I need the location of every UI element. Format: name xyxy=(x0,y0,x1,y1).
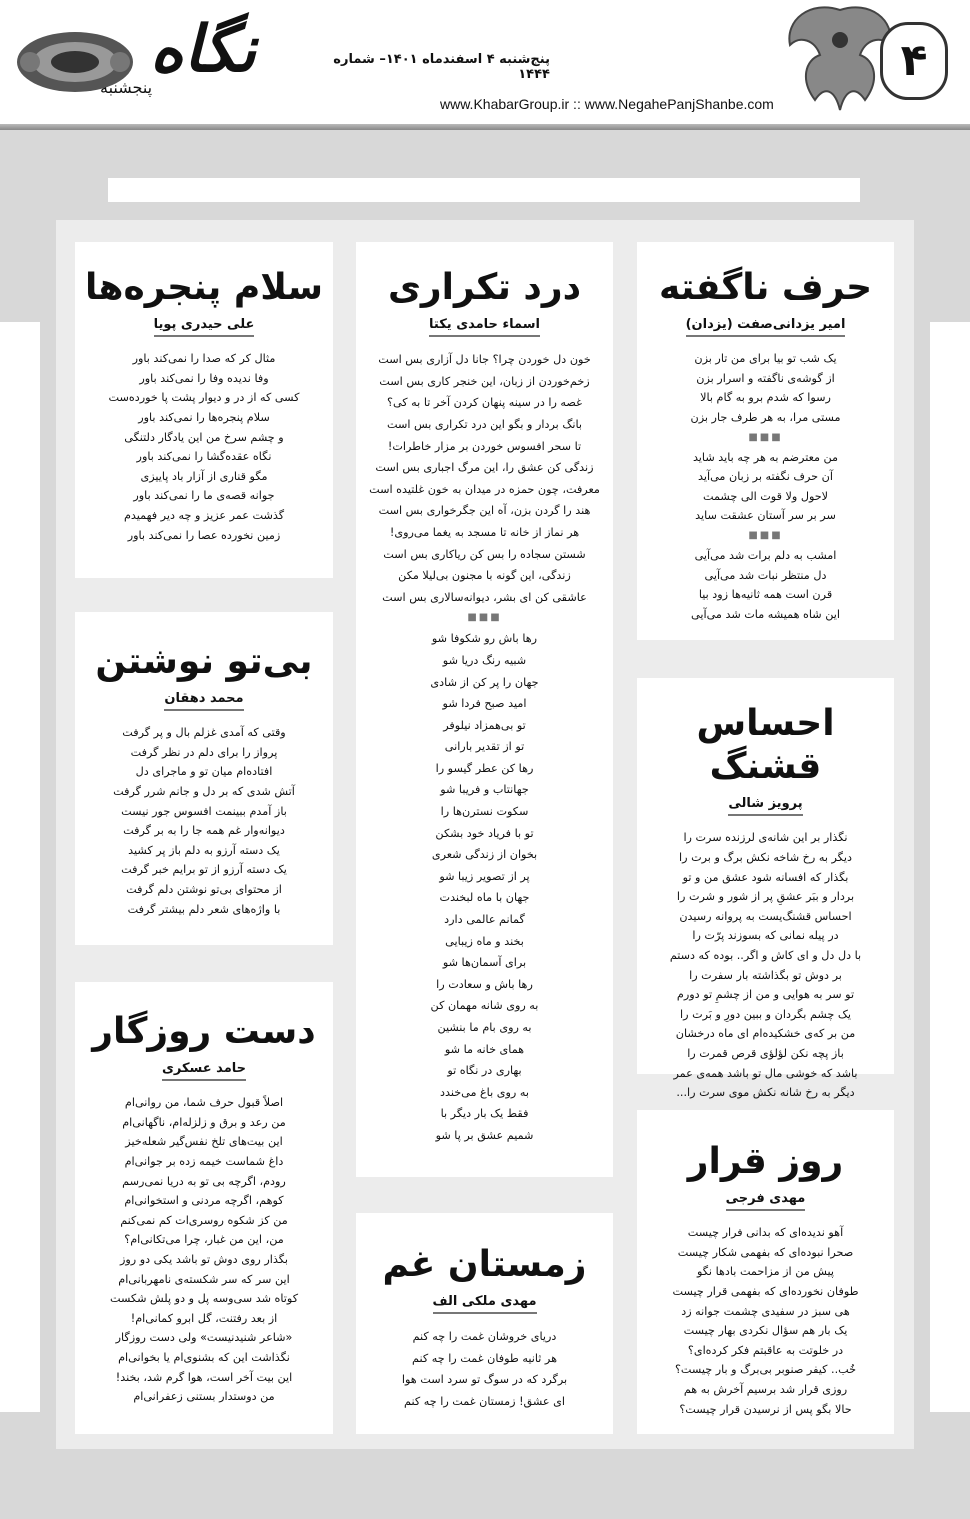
poem-line: تو سر به هوایی و من از چشمِ تو دورم xyxy=(676,988,855,1002)
poem-box xyxy=(356,242,613,1177)
poem-line: من کز شکوه روسری‌ات کم نمی‌کنم xyxy=(120,1213,288,1227)
poem-line: زمین نخورده عصا را نمی‌کند باور xyxy=(127,528,281,542)
poem-line: شمیم عشق بر پا شو xyxy=(435,1128,534,1142)
left-margin-strip xyxy=(0,322,40,1412)
poem-title: دست روزگار xyxy=(92,1011,316,1052)
poem-box xyxy=(637,678,894,1100)
poem-line: هر ثانیه طوفان غمت را چه کنم xyxy=(412,1351,557,1365)
poem-title: روز قرار xyxy=(687,1141,844,1182)
poem-line: نگذار بر این شانه‌ی لرزنده سرت را xyxy=(683,831,848,845)
poem-line: بانگ بردار و بگو این درد تکراری بس است xyxy=(386,417,583,431)
poem-line: رها باش رو شکوفا شو xyxy=(431,632,538,646)
newspaper-logo xyxy=(10,8,280,120)
stanza-separator: ■■■ xyxy=(748,431,783,443)
poem-line: خون دل خوردن چرا؟ جانا دل آزاری بس است xyxy=(378,353,591,367)
poem-line: هند را گردن بزن، آه این جگرخواری بس است xyxy=(378,504,591,518)
poem-title: درد تکراری xyxy=(387,267,582,308)
poem-line: برگرد که در سوگ تو سرد است هوا xyxy=(401,1373,568,1387)
poem-line: بخند و ماه زیبایی xyxy=(445,934,524,948)
poem-line: صحرا نبوده‌ای که بفهمی شکار چیست xyxy=(677,1245,854,1259)
poem-line: معرفت، چون حمزه در میدان به خون غلتیده است xyxy=(369,482,600,496)
poem-line: نگذاشت این که بشنوی‌ام یا بخوانی‌ام xyxy=(118,1350,290,1364)
poem-line: دیوانه‌وار غم همه جا را به بر گرفت xyxy=(123,824,285,838)
poem-line: دل منتظر نبات شد می‌آیی xyxy=(704,568,827,582)
poem-line: غصه را در سینه پنهان کردن آخر تا به کی؟ xyxy=(387,396,582,410)
poem-line: جوانه قصه‌ی ما را نمی‌کند باور xyxy=(133,489,275,503)
poem-line: تو از تقدیر بارانی xyxy=(444,740,525,754)
poem-text xyxy=(75,723,333,919)
poem-line: باشد که خوشی مال تو باشد همه‌ی عمر xyxy=(673,1066,858,1080)
poem-line: یک شب تو بیا برای من تار بزن xyxy=(694,352,837,366)
poem-line: رودم، اگرچه بی تو به دریا نمی‌رسم xyxy=(122,1174,286,1188)
poem-line: زخم‌خوردن از زبان، این خنجر کاری بس است xyxy=(379,374,590,388)
poem-line: آن حرف نگفته بر زبان می‌آید xyxy=(698,470,833,484)
poem-line: حالا بگو پس از نرسیدن قرار چیست؟ xyxy=(679,1402,852,1416)
poem-line: باز آمدم ببینمت افسوس جور نیست xyxy=(121,804,287,818)
poem-line: با دل دل و ای کاش و اگر.. بوده که دستم xyxy=(669,948,862,962)
poem-line: من دوستدار بستنی زعفرانی‌ام xyxy=(133,1390,275,1404)
poem-line: احساس قشنگ‌یست به پروانه رسیدن xyxy=(679,909,852,923)
poem-line: طوفان نخورده‌ای که بفهمی قرار چیست xyxy=(672,1284,859,1298)
poem-author: پرویز شالی xyxy=(728,796,802,816)
poem-line: رسوا که شدم برو به گام بالا xyxy=(700,391,831,405)
poem-line: ای عشق! زمستان غمت را چه کنم xyxy=(404,1394,565,1408)
poem-line: بخوان از زندگی شعری xyxy=(431,848,538,862)
poem-line: سلام پنجره‌ها را نمی‌کند باور xyxy=(138,410,270,424)
poem-line: جهان را پر کن از شادی xyxy=(430,675,539,689)
poem-line: یک بار هم سؤال نکردی بهار چیست xyxy=(683,1324,848,1338)
poem-line: مستی مرا، به هر طرف جار بزن xyxy=(690,410,841,424)
poem-line: شبیه رنگ دریا شو xyxy=(442,653,527,667)
poem-text xyxy=(637,349,894,624)
poem-line: جهان با ماه لبخندت xyxy=(439,891,530,905)
poem-line: شستن سجاده را بس کن ریاکاری بس است xyxy=(383,547,586,561)
poem-author: علی حیدری پویا xyxy=(154,317,255,337)
poem-line: من، این من غبار، چرا می‌تکانی‌ام؟ xyxy=(124,1233,284,1247)
poem-line: گمانم عالمی دارد xyxy=(444,913,525,927)
right-margin-strip xyxy=(930,322,970,1412)
poem-line: سکوت نسترن‌ها را xyxy=(440,805,529,819)
logo-title: نگاه xyxy=(150,12,257,87)
poem-title: حرف ناگفته xyxy=(658,267,873,308)
logo-subtitle: پنجشنبه xyxy=(100,78,153,97)
poem-line: بردار و ببَر عشقِ پر از شور و شرت را xyxy=(676,890,855,904)
poem-line: نگاه عقده‌گشا را نمی‌کند باور xyxy=(136,450,272,464)
poem-line: بهاری در نگاه تو xyxy=(447,1064,522,1078)
poem-author: حامد عسکری xyxy=(162,1061,246,1081)
poem-line: امشب به دلم برات شد می‌آیی xyxy=(694,548,837,562)
ornament-icon xyxy=(10,14,140,114)
poem-author: مهدی فرجی xyxy=(726,1191,806,1211)
poem-line: به روی باغ می‌خندد xyxy=(439,1085,529,1099)
poem-text xyxy=(356,1326,613,1412)
poem-line: من رعد و برق و زلزله‌ام، ناگهانی‌ام xyxy=(122,1115,286,1129)
poem-line: پرواز را برای دلم در نظر گرفت xyxy=(130,745,278,759)
poem-line: لاحول ولا قوت الی چشمت xyxy=(702,489,829,503)
poem-line: تا سحر افسوس خوردن بر مزار خاطرات! xyxy=(387,439,582,453)
poem-line: جهانتاب و فریبا شو xyxy=(440,783,529,797)
poem-line: بگذار که افسانه شود عشق من و تو xyxy=(682,870,849,884)
poem-line: تو بی‌همزاد نیلوفر xyxy=(443,718,526,732)
poem-text xyxy=(637,828,894,1102)
page-header xyxy=(0,0,970,128)
poem-line: به روی بام ما بنشین xyxy=(437,1021,532,1034)
poem-author: اسماء حامدی یکتا xyxy=(429,317,540,337)
poem-text xyxy=(356,349,613,1146)
poem-line: این بیت‌های تلخ نفس‌گیر شعله‌خیز xyxy=(125,1135,283,1149)
poem-line: برای آسمان‌ها شو xyxy=(442,956,527,970)
poem-line: آهو ندیده‌ای که بدانی فرار چیست xyxy=(687,1226,844,1240)
poem-line: در خلوتت به عاقبتم فکر کرده‌ای؟ xyxy=(687,1343,844,1357)
poem-line: یک دسته آرزو از تو برایم خبر گرفت xyxy=(121,863,287,877)
poem-box xyxy=(637,242,894,640)
poem-line: افتاده‌ام میان تو و ماجرای دل xyxy=(135,765,273,779)
poem-line: یک دسته آرزو به دلم باز پر کشید xyxy=(128,843,280,857)
poem-line: اصلاً قبول حرف شما، من روانی‌ام xyxy=(124,1096,284,1110)
poem-line: آتش شدی که بر دل و جانم شرر گرفت xyxy=(113,784,295,798)
poem-title: بی‌تو نوشتن xyxy=(95,641,313,682)
poem-line: این شاه همیشه مات شد می‌آیی xyxy=(691,607,840,621)
poem-line: رها کن عطر گیسو را xyxy=(435,761,534,775)
poem-author: مهدی ملکی الف xyxy=(433,1294,537,1314)
poem-line: پر از تصویر زیبا شو xyxy=(439,869,530,883)
poem-line: پیش من از مزاحمت بادها نگو xyxy=(696,1265,835,1279)
poem-box xyxy=(75,242,333,578)
page-number: ۴ xyxy=(880,22,948,100)
poem-line: یک چشم بگردان و ببین دورِ و بَرت را xyxy=(680,1007,851,1021)
poem-line: این بیت آخر است، هوا گرم شد، بخند! xyxy=(115,1370,293,1384)
poem-line: فقط یک بار دیگر با xyxy=(440,1107,529,1121)
poem-line: داغ شماست خیمه زده بر جوانی‌ام xyxy=(124,1154,284,1168)
poem-line: هر نماز از خانه تا مسجد به یغما می‌روی! xyxy=(389,525,580,539)
poem-line: با واژه‌های شعر دلم بیشتر گرفت xyxy=(127,902,281,916)
poem-line: بگذار روی دوش تو باشد یکی دو روز xyxy=(119,1252,289,1266)
poem-line: روزی قرار شد برسیم آخرش به هم xyxy=(683,1382,848,1396)
poem-line: دیگر به رخ شانه نکش موی سرت را... xyxy=(676,1086,855,1100)
poem-box xyxy=(637,1110,894,1434)
poem-line: کوتاه شد سی‌وسه پل و دو پلش شکست xyxy=(109,1292,299,1306)
poem-author: امیر یزدانی‌صفت (یزدان) xyxy=(686,317,846,337)
poem-line: و چشم سرخ من این یادگار دلتنگی xyxy=(124,430,284,444)
poem-title: سلام پنجره‌ها xyxy=(85,267,323,308)
poem-line: همای خانه ما شو xyxy=(444,1042,525,1056)
poem-box xyxy=(356,1213,613,1434)
poem-line: این سر که سر شکسته‌ی نامهربانی‌ام xyxy=(118,1272,290,1286)
poem-line: رها باش و سعادت را xyxy=(436,977,533,991)
poem-line: من بر که‌ی خشکیده‌ام ای ماه درخشان xyxy=(675,1027,856,1041)
poem-line: مگو قناری از آزار باد پاییزی xyxy=(140,469,268,483)
poem-line: به روی شانه مهمان کن xyxy=(430,999,539,1013)
poem-line: «شاعر شنیدنیست» ولی دست روزگار xyxy=(115,1331,293,1345)
poem-box xyxy=(75,982,333,1434)
poem-line: تو با فریاد خود بشکن xyxy=(435,826,534,840)
poem-line: زندگی کن عشق را، این مرگ اجباری بس است xyxy=(375,461,594,475)
poem-line: عاشقی کن ای بشر، دیوانه‌سالاری بس است xyxy=(382,590,587,604)
poem-line: از گوشه‌ی ناگفته و اسرار بزن xyxy=(696,371,835,385)
poem-line: زندگی، این گونه با مجنون بی‌لیلا مکن xyxy=(398,569,571,583)
poem-line: هی سبز در سفیدی چشمت جوانه زد xyxy=(681,1304,850,1318)
poem-text xyxy=(637,1223,894,1419)
poem-box xyxy=(75,612,333,945)
stanza-separator: ■■■ xyxy=(748,529,783,541)
poem-line: در پیله نمانی که بسوزند پرّت را xyxy=(692,929,839,943)
stanza-separator: ■■■ xyxy=(467,612,502,624)
poem-line: باز پچه نکن لؤلؤی قرص قمرت را xyxy=(687,1046,844,1060)
poem-line: کوهم، اگرچه مردنی و استخوانی‌ام xyxy=(124,1194,284,1208)
poem-line: گذشت عمر عزیز و چه دیر فهمیدم xyxy=(123,508,285,522)
poem-line: بر دوش تو بگذاشته بار سفرت را xyxy=(689,968,842,982)
poem-line: دریای خروشان غمت را چه کنم xyxy=(412,1330,557,1344)
poem-line: امید صبح فردا شو xyxy=(442,697,527,711)
poem-line: خُب.. کیفر صنوبر بی‌برگ و بار چیست؟ xyxy=(674,1363,857,1377)
poem-title: زمستان غم xyxy=(382,1244,587,1285)
website-links[interactable]: www.KhabarGroup.ir :: www.NegahePanjShanbe.com xyxy=(440,96,774,112)
poem-line: وقتی که آمدی غزلم بال و پر گرفت xyxy=(122,726,286,740)
poem-line: از بعد رفتنت، گل ابرو کمانی‌ام! xyxy=(130,1311,278,1325)
poem-line: از محتوای بی‌تو نوشتن دلم گرفت xyxy=(126,882,282,896)
poem-line: من معترضم به هر چه باید شاید xyxy=(692,450,839,464)
poem-line: سر بر سر آستان عشقت ساید xyxy=(695,509,836,523)
poem-author: محمد دهقان xyxy=(164,691,243,711)
poem-line: وفا ندیده وفا را نمی‌کند باور xyxy=(139,371,269,385)
issue-line: پنج‌شنبه ۴ اسفندماه ۱۴۰۱– شماره ۱۴۴۴ xyxy=(333,52,550,82)
poem-text xyxy=(75,349,333,545)
poem-line: کسی که از در و دیوار پشت پا خورده‌ست xyxy=(108,391,300,405)
poem-title: احساس قشنگ xyxy=(696,703,835,788)
poem-line: قرن است همه ثانیه‌ها زود بیا xyxy=(698,588,833,602)
poem-line: دیگر به رخ شاخه نکش برگ و برت را xyxy=(679,850,852,864)
top-banner-strip xyxy=(108,178,860,202)
poem-line: مثال کر که صدا را نمی‌کند باور xyxy=(132,352,276,366)
poem-text xyxy=(75,1093,333,1407)
header-divider xyxy=(0,124,970,130)
